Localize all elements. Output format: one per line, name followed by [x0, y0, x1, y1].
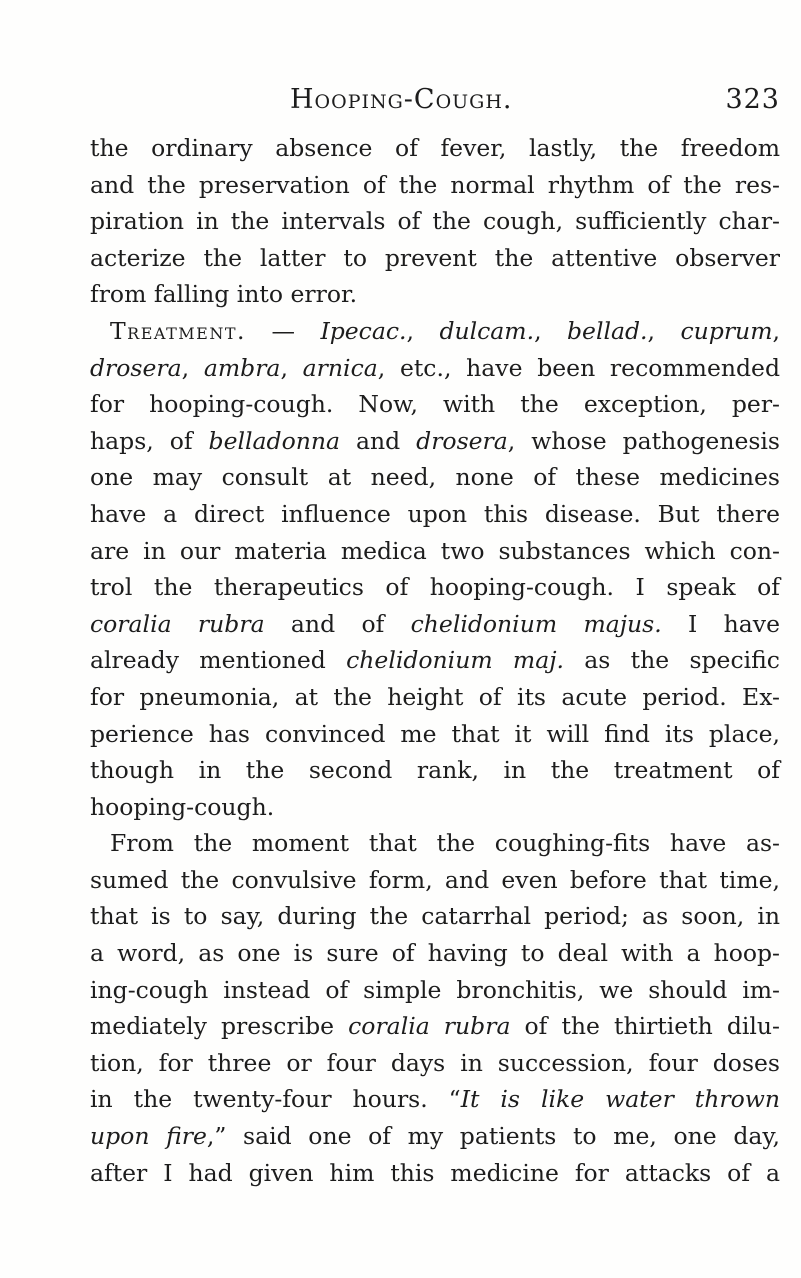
text-line: ing-cough instead of simple bronchitis, we should im-: [90, 975, 780, 1004]
text-fragment: ,: [280, 353, 303, 382]
text-line: one may consult at need, none of these medicines: [90, 463, 780, 492]
text-fragment: as the specific: [563, 646, 780, 675]
text-fragment: ,: [534, 316, 568, 345]
quoted-text: upon fire: [90, 1122, 207, 1151]
text-line: piration in the intervals of the cough, sufficiently char-: [90, 207, 780, 236]
text-fragment: —: [245, 316, 321, 345]
text-line: [90, 642, 780, 679]
text-line: perience has convinced me that it will find its place,: [90, 719, 780, 748]
text-line: [90, 606, 780, 643]
text-line: though in the second rank, in the treatment of: [90, 756, 780, 785]
text-line: tion, for three or four days in succession, four doses: [90, 1048, 780, 1077]
text-fragment: , etc., have been recommended: [377, 353, 780, 382]
text-line: From the moment that the coughing-fits have as-: [110, 829, 780, 858]
text-line: hooping-cough.: [90, 792, 275, 821]
running-title: Hooping-Cough.: [290, 84, 513, 115]
remedy-name: ambra: [203, 353, 281, 382]
text-line: for hooping-cough. Now, with the exception, per-: [90, 390, 780, 419]
body-text: [90, 130, 780, 1191]
text-line: after I had given him this medicine for attacks of a: [90, 1158, 780, 1187]
remedy-name: drosera: [90, 353, 182, 382]
text-fragment: haps, of: [90, 426, 209, 455]
text-fragment: and: [340, 426, 417, 455]
text-fragment: of the thirtieth dilu-: [510, 1012, 780, 1041]
text-fragment: I have: [661, 609, 780, 638]
text-line: from falling into error.: [90, 280, 358, 309]
remedy-name: drosera: [416, 426, 508, 455]
text-fragment: mediately prescribe: [90, 1012, 349, 1041]
text-fragment: already mentioned: [90, 646, 347, 675]
quoted-text: It is like water thrown: [460, 1085, 780, 1114]
text-line: that is to say, during the catarrhal period; as soon, in: [90, 902, 780, 931]
text-fragment: ,: [406, 316, 440, 345]
remedy-name: chelidonium majus.: [410, 609, 662, 638]
text-line: [90, 313, 780, 350]
text-line: the ordinary absence of fever, lastly, the freedom: [90, 134, 780, 162]
remedy-name: chelidonium maj.: [346, 646, 564, 675]
text-fragment: ,: [772, 316, 780, 345]
text-line: trol the therapeutics of hooping-cough. I speak of: [90, 573, 780, 602]
remedy-name: Ipecac.: [320, 316, 407, 345]
text-fragment: ,” said one of my patients to me, one day,: [206, 1122, 781, 1151]
text-line: a word, as one is sure of having to deal with a hoop-: [90, 939, 780, 968]
text-line: acterize the latter to prevent the attentive observer: [90, 243, 780, 272]
text-fragment: ,: [181, 353, 204, 382]
text-line: [90, 350, 780, 387]
text-line: [90, 1118, 780, 1155]
text-fragment: and of: [264, 609, 411, 638]
text-fragment: ,: [647, 316, 681, 345]
remedy-name: arnica: [302, 353, 378, 382]
page-number: 323: [725, 84, 780, 115]
remedy-name: dulcam.: [439, 316, 535, 345]
text-line: are in our materia medica two substances which con-: [90, 536, 780, 565]
running-head: [90, 84, 780, 124]
remedy-name: belladonna: [208, 426, 340, 455]
text-fragment: , whose pathogenesis: [507, 426, 780, 455]
text-line: [90, 1081, 780, 1118]
text-line: [90, 423, 780, 460]
text-line: for pneumonia, at the height of its acute period. Ex-: [90, 682, 780, 711]
text-line: sumed the convulsive form, and even before that time,: [90, 865, 780, 894]
section-label-treatment: Treatment.: [110, 316, 246, 345]
remedy-name: coralia rubra: [90, 609, 265, 638]
text-line: have a direct influence upon this disease. But there: [90, 499, 780, 528]
remedy-name: cuprum: [680, 316, 773, 345]
text-fragment: in the twenty-four hours. “: [90, 1085, 461, 1114]
remedy-name: bellad.: [567, 316, 648, 345]
remedy-name: coralia rubra: [348, 1012, 511, 1041]
text-line: [90, 1008, 780, 1045]
text-line: and the preservation of the normal rhythm of the res-: [90, 170, 780, 199]
